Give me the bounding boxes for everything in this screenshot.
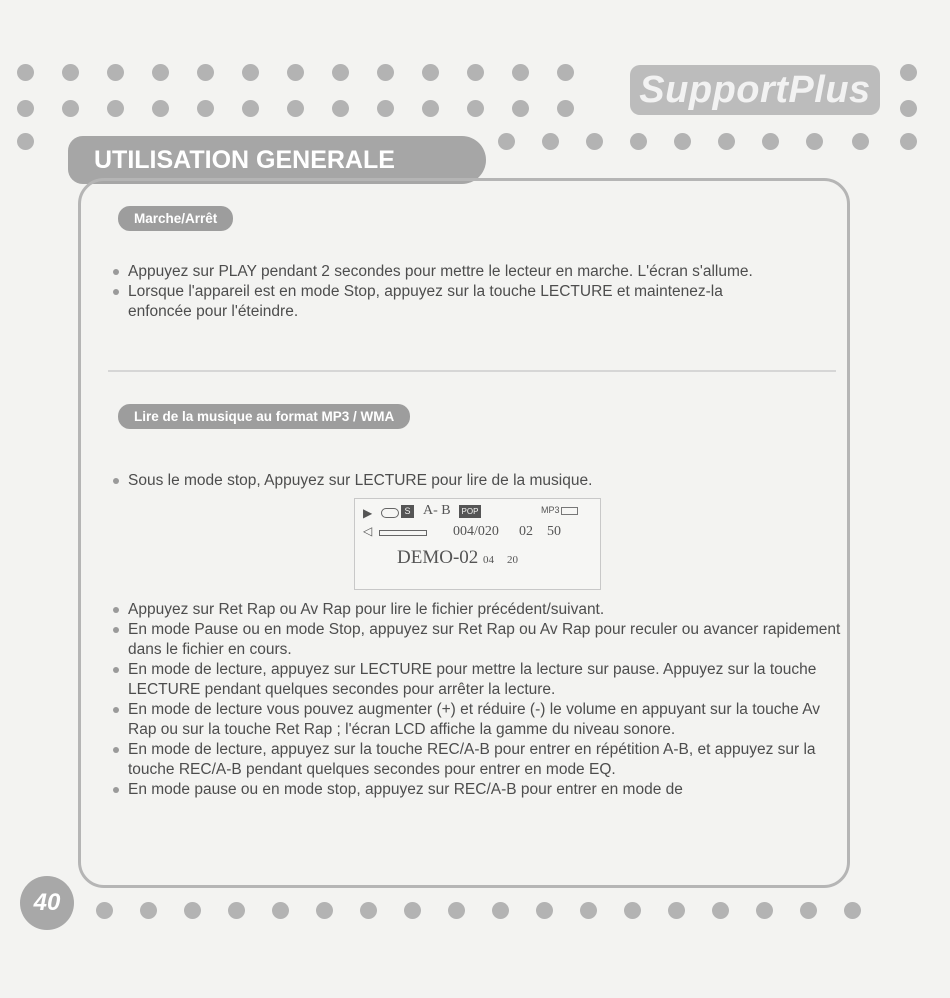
list-item: Sous le mode stop, Appuyez sur LECTURE pour lire de la musique. — [110, 471, 850, 491]
decorative-dot — [492, 902, 509, 919]
decorative-dot — [756, 902, 773, 919]
eq-mode-badge: POP — [459, 505, 481, 518]
decorative-dot — [586, 133, 603, 150]
decorative-dot — [272, 902, 289, 919]
music-intro — [110, 471, 850, 491]
decorative-dot — [242, 64, 259, 81]
page-number: 40 — [20, 876, 74, 930]
section-heading-music: Lire de la musique au format MP3 / WMA — [118, 404, 410, 429]
decorative-dot — [900, 64, 917, 81]
decorative-dot — [900, 133, 917, 150]
decorative-dot — [17, 100, 34, 117]
decorative-dot — [96, 902, 113, 919]
decorative-dot — [242, 100, 259, 117]
repeat-icon — [381, 508, 399, 518]
play-icon: ▶ — [363, 506, 373, 520]
list-item: En mode Pause ou en mode Stop, appuyez sur Ret Rap ou Av Rap pour reculer ou avancer rapidement dans le fichier en cours. — [110, 620, 850, 660]
lcd-display-illustration — [354, 498, 601, 590]
decorative-dot — [287, 100, 304, 117]
decorative-dot — [580, 902, 597, 919]
list-item: En mode de lecture, appuyez sur LECTURE pour mettre la lecture sur pause. Appuyez sur la touche LECTURE pendant quelques secondes pour arrêter la lecture. — [110, 660, 850, 700]
list-item: En mode de lecture vous pouvez augmenter (+) et réduire (-) le volume en appuyant sur la touche Av Rap ou sur la touche Ret Rap ; l'écran LCD affiche la gamme du niveau sonore. — [110, 700, 850, 740]
decorative-dot — [712, 902, 729, 919]
volume-bar — [379, 530, 427, 536]
decorative-dot — [377, 64, 394, 81]
decorative-dot — [360, 902, 377, 919]
decorative-dot — [668, 902, 685, 919]
decorative-dot — [630, 133, 647, 150]
decorative-dot — [332, 64, 349, 81]
decorative-dot — [17, 64, 34, 81]
section-heading-power: Marche/Arrêt — [118, 206, 233, 231]
decorative-dot — [542, 133, 559, 150]
decorative-dot — [852, 133, 869, 150]
decorative-dot — [806, 133, 823, 150]
decorative-dot — [107, 100, 124, 117]
list-item: Appuyez sur PLAY pendant 2 secondes pour mettre le lecteur en marche. L'écran s'allume. — [110, 262, 760, 282]
decorative-dot — [800, 902, 817, 919]
decorative-dot — [448, 902, 465, 919]
ab-repeat-label: A- B — [423, 503, 451, 518]
decorative-dot — [467, 100, 484, 117]
decorative-dot — [536, 902, 553, 919]
decorative-dot — [152, 64, 169, 81]
decorative-dot — [184, 902, 201, 919]
section-title: UTILISATION GENERALE — [68, 136, 486, 184]
decorative-dot — [62, 100, 79, 117]
elapsed-seconds: 50 — [547, 524, 561, 539]
decorative-dot — [197, 100, 214, 117]
battery-icon — [561, 507, 578, 515]
speaker-icon: ◁ — [363, 524, 373, 538]
decorative-dot — [62, 64, 79, 81]
decorative-dot — [316, 902, 333, 919]
decorative-dot — [332, 100, 349, 117]
decorative-dot — [228, 902, 245, 919]
decorative-dot — [422, 64, 439, 81]
list-item: Appuyez sur Ret Rap ou Av Rap pour lire le fichier précédent/suivant. — [110, 600, 850, 620]
decorative-dot — [422, 100, 439, 117]
decorative-dot — [762, 133, 779, 150]
list-item: En mode de lecture, appuyez sur la touche REC/A-B pour entrer en répétition A-B, et appuyez sur la touche REC/A-B pendant quelques secondes pour entrer en mode EQ. — [110, 740, 850, 780]
list-item: En mode pause ou en mode stop, appuyez sur REC/A-B pour entrer en mode de — [110, 780, 850, 800]
decorative-dot — [140, 902, 157, 919]
decorative-dot — [467, 64, 484, 81]
repeat-mode-badge: S — [401, 505, 414, 518]
decorative-dot — [718, 133, 735, 150]
music-instructions — [110, 600, 850, 800]
decorative-dot — [107, 64, 124, 81]
decorative-dot — [287, 64, 304, 81]
track-name: DEMO-02 — [397, 547, 479, 568]
elapsed-minutes: 02 — [519, 524, 533, 539]
decorative-dot — [17, 133, 34, 150]
decorative-dot — [377, 100, 394, 117]
decorative-dot — [498, 133, 515, 150]
decorative-dot — [624, 902, 641, 919]
brand-logo: SupportPlus — [630, 65, 880, 115]
section-divider — [108, 370, 836, 372]
list-item: Lorsque l'appareil est en mode Stop, appuyez sur la touche LECTURE et maintenez-la enfoncée pour l'éteindre. — [110, 282, 760, 322]
power-instructions — [110, 262, 760, 322]
total-seconds: 20 — [507, 554, 518, 566]
track-counter: 004/020 — [453, 524, 499, 539]
decorative-dot — [152, 100, 169, 117]
decorative-dot — [900, 100, 917, 117]
format-label: MP3 — [541, 505, 560, 515]
decorative-dot — [674, 133, 691, 150]
decorative-dot — [512, 64, 529, 81]
decorative-dot — [197, 64, 214, 81]
decorative-dot — [404, 902, 421, 919]
total-minutes: 04 — [483, 554, 494, 566]
decorative-dot — [512, 100, 529, 117]
decorative-dot — [557, 64, 574, 81]
decorative-dot — [557, 100, 574, 117]
decorative-dot — [844, 902, 861, 919]
